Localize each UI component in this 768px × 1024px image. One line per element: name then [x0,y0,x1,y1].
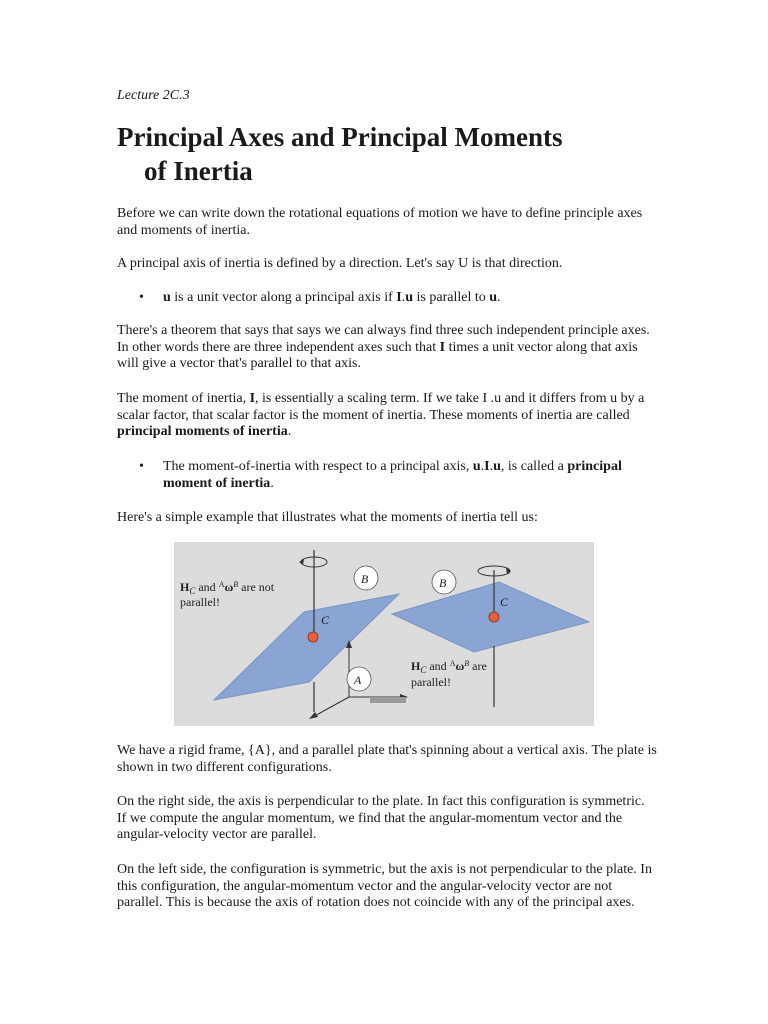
symbol-I: I [439,339,446,355]
symbol-u: u [472,459,481,474]
text: . [480,459,485,474]
plate-figure [174,542,594,726]
text: . [497,290,501,305]
right-note-line1: $H_C$ and $^A\omega^B$ are [411,659,487,675]
text: The moment-of-inertia with respect to a principal axis, [163,459,473,474]
text: , is essentially a scaling term. If we take I .u and it differs from u by a scalar factor, that scalar factor is the moment of inertia. These moments of inertia are called [117,391,645,423]
paragraph-principal-axis: A principal axis of inertia is defined by a direction. Let's say U is that direction. [117,256,563,271]
arrowhead-icon [309,712,318,719]
symbol-u: u [405,290,414,305]
left-plate [214,594,399,700]
text: . [401,290,406,305]
left-note-line2: parallel! [180,595,220,609]
text: is parallel to [413,290,490,305]
bullet-principal-moment [163,459,657,492]
right-center-dot [489,612,499,622]
bold-term: principal moment of inertia [163,459,622,491]
paragraph-left-side: On the left side, the configuration is symmetric, but the axis is not perpendicular to the plate. In this configuration, the angular-momentum vector and the angular-velocity vector are not parallel. This is because the axis of rotation does not coincide with any of the principal axes. [117,862,652,911]
text: . [270,475,274,491]
bullet-unit-vector [163,290,657,307]
symbol-I: I [484,459,490,474]
paragraph-moment-of-inertia [117,391,657,441]
symbol-u: u [489,290,498,305]
paragraph-example-intro: Here's a simple example that illustrates what the moments of inertia tell us: [117,510,538,525]
bullet-marker: • [139,459,144,474]
plate-diagram [174,542,594,726]
text: times a unit vector along that axis will give a vector that's parallel to that axis. [117,339,638,372]
text: . [287,424,292,440]
left-label-C: C [321,613,330,627]
text: The moment of inertia, [117,391,250,406]
left-label-B: B [361,572,369,586]
text: There's a theorem that says that says we can always find three such independent principle axes. In other words there are three independent axes such that [117,323,650,355]
ground-hatch [370,697,406,703]
text: is a unit vector along a principal axis if [170,290,397,305]
symbol-I: I [396,290,402,305]
paragraph-theorem [117,323,657,373]
title-line-2: of Inertia [144,156,253,186]
left-note-line1: $H_C$ and $^A\omega^B$ are not [180,580,275,596]
title-line-1: Principal Axes and Principal Moments [117,122,563,152]
symbol-u: u [493,459,501,474]
bold-term: principal moments of inertia [117,424,288,440]
lecture-number: Lecture 2C.3 [117,88,190,103]
page-title [117,120,657,188]
right-label-C: C [500,595,509,609]
paragraph-rigid-frame: We have a rigid frame, {A}, and a parallel plate that's spinning about a vertical axis. The plate is shown in two different configurations. [117,743,657,775]
paragraph-right-side: On the right side, the axis is perpendicular to the plate. In fact this configuration is symmetric. If we compute the angular momentum, we find that the angular-momentum vector and the angular-velocity vector are parallel. [117,794,645,843]
frame-label-A: A [354,673,362,687]
symbol-I: I [249,391,256,406]
right-note-line2: parallel! [411,675,451,689]
right-label-B: B [439,576,447,590]
bullet-marker: • [139,290,144,305]
left-center-dot [308,632,318,642]
text: . [489,459,494,474]
paragraph-intro: Before we can write down the rotational equations of motion we have to define principle axes and moments of inertia. [117,206,643,238]
symbol-u: u [163,290,171,305]
text: , is called a [500,459,568,474]
